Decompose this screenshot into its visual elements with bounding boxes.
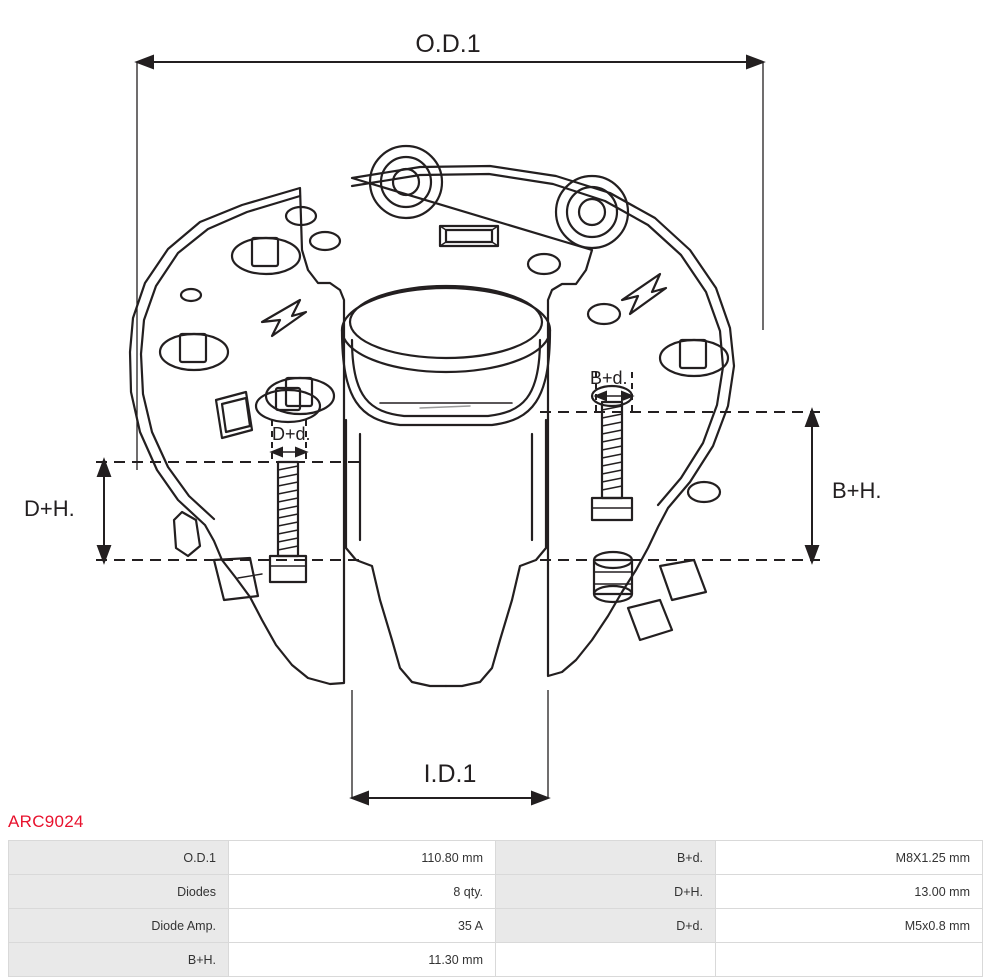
specifications-table [8, 840, 983, 977]
spec-label: Diodes [9, 875, 229, 909]
spec-value: 11.30 mm [229, 943, 496, 977]
spec-value: 110.80 mm [229, 841, 496, 875]
spec-value-empty [716, 943, 983, 977]
part-number: ARC9024 [8, 812, 84, 831]
dimension-label-bh: B+H. [832, 478, 882, 503]
spec-label: Diode Amp. [9, 909, 229, 943]
spec-label: O.D.1 [9, 841, 229, 875]
spec-value: 8 qty. [229, 875, 496, 909]
table-row [9, 943, 983, 977]
spec-label: B+d. [496, 841, 716, 875]
table-row [9, 875, 983, 909]
dimension-label-dd: D+d. [272, 424, 311, 444]
dimension-label-od: O.D.1 [415, 30, 481, 58]
table-row [9, 909, 983, 943]
spec-label: D+d. [496, 909, 716, 943]
dimension-label-dh: D+H. [24, 496, 75, 521]
spec-label: B+H. [9, 943, 229, 977]
dimension-label-bd: B+d. [590, 368, 628, 388]
spec-value: 35 A [229, 909, 496, 943]
spec-value: M5x0.8 mm [716, 909, 983, 943]
dimension-label-id: I.D.1 [423, 760, 477, 788]
spec-label: D+H. [496, 875, 716, 909]
spec-value: M8X1.25 mm [716, 841, 983, 875]
spec-label-empty [496, 943, 716, 977]
spec-value: 13.00 mm [716, 875, 983, 909]
table-row [9, 841, 983, 875]
